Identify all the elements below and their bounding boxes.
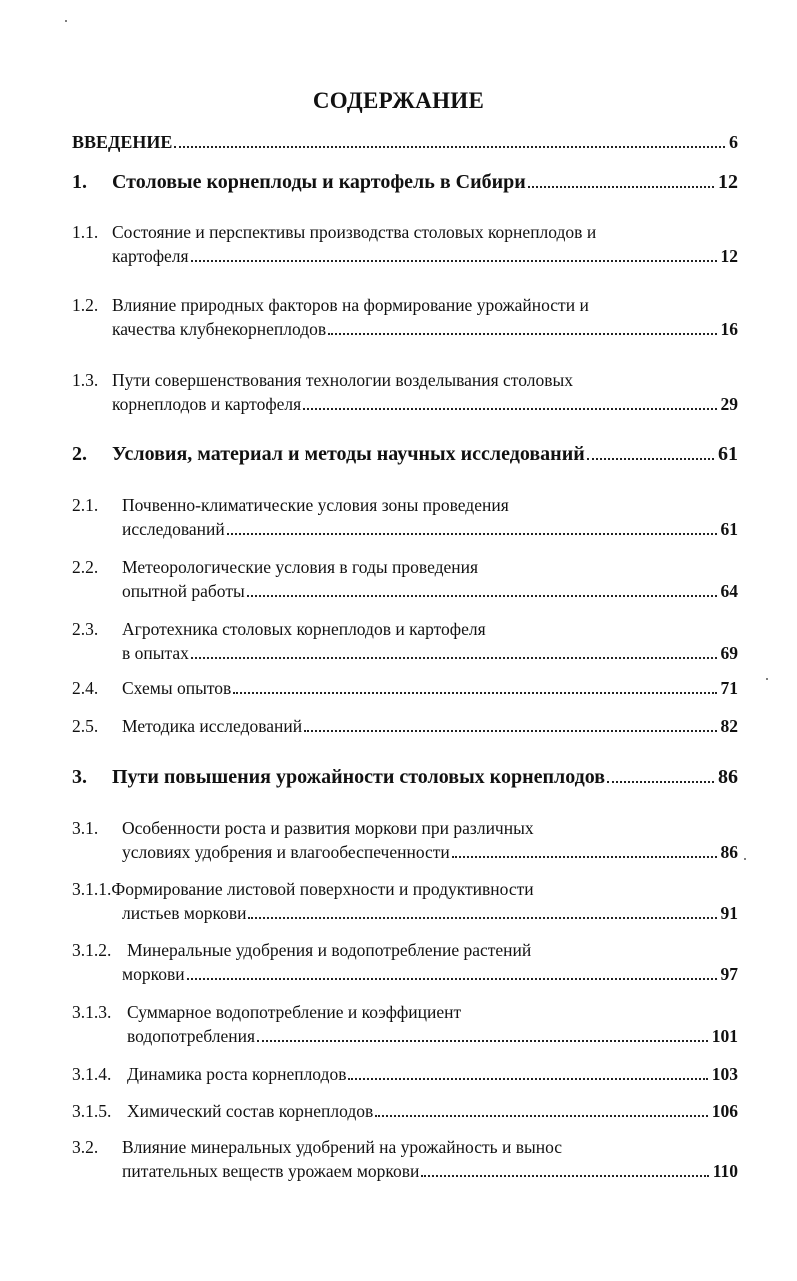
leader-dots: [248, 917, 716, 919]
toc-entry-title: Особенности роста и развития моркови при различных: [122, 818, 534, 838]
toc-chapter[interactable]: [72, 763, 738, 791]
toc-chapter[interactable]: [72, 440, 738, 468]
toc-entry-page: 106: [711, 1101, 738, 1121]
toc-entry-number: 3.: [72, 766, 87, 788]
toc-entry-page: 6: [729, 132, 738, 152]
toc-entry[interactable]: [72, 714, 738, 738]
toc-entry-page: 103: [711, 1064, 738, 1084]
toc-entry-title: Пути повышения урожайности столовых корнеплодов: [112, 766, 606, 788]
scan-speck: [766, 678, 768, 680]
leader-dots: [421, 1175, 708, 1177]
toc-entry[interactable]: [72, 1099, 738, 1123]
toc-entry-title: Динамика роста корнеплодов: [127, 1064, 347, 1084]
toc-entry[interactable]: [72, 1062, 738, 1086]
leader-dots: [257, 1040, 708, 1042]
toc-entry-title: Пути совершенствования технологии возделывания столовых: [112, 370, 573, 390]
toc-entry-number: 1.1.: [72, 222, 99, 242]
toc-entry[interactable]: [72, 816, 738, 864]
toc-entry-title: Влияние минеральных удобрений на урожайность и вынос: [122, 1137, 563, 1157]
toc-entry-title-cont: исследований: [122, 519, 225, 539]
toc-entry-page: 91: [720, 903, 738, 923]
toc-entry-page: 12: [718, 171, 738, 193]
toc-entry-title-cont: в опытах: [122, 643, 189, 663]
toc-entry-page: 29: [720, 394, 738, 414]
toc-entry-page: 82: [720, 716, 738, 736]
toc-entry-number: 3.1.5.: [72, 1101, 112, 1121]
toc-entry-page: 71: [720, 678, 738, 698]
toc-entry-page: 86: [720, 842, 738, 862]
toc-entry-page: 110: [712, 1161, 738, 1181]
toc-entry-title-cont: водопотребления: [127, 1026, 256, 1046]
toc-entry-number: 2.2.: [72, 557, 99, 577]
toc-entry[interactable]: [72, 220, 738, 268]
toc-entry-title: Состояние и перспективы производства столовых корнеплодов и: [112, 222, 597, 242]
toc-entry[interactable]: [72, 877, 738, 925]
toc-entry-title: Минеральные удобрения и водопотребление растений: [127, 940, 532, 960]
leader-dots: [233, 692, 716, 694]
leader-dots: [452, 856, 717, 858]
toc-entry-number: 3.1.1.: [72, 879, 112, 899]
leader-dots: [528, 186, 714, 188]
toc-entry[interactable]: [72, 368, 738, 416]
leader-dots: [187, 978, 717, 980]
toc-entry-title: Химический состав корнеплодов: [127, 1101, 374, 1121]
toc-entry-title: Методика исследований: [122, 716, 303, 736]
leader-dots: [304, 730, 716, 732]
leader-dots: [587, 458, 714, 460]
toc-entry-number: 1.3.: [72, 370, 99, 390]
toc-entry-number: 2.4.: [72, 678, 99, 698]
toc-entry[interactable]: [72, 676, 738, 700]
toc-entry-number: 2.3.: [72, 619, 99, 639]
toc-entry-page: 69: [720, 643, 738, 663]
toc-entry-number: 2.: [72, 443, 87, 465]
toc-entry-title: ВВЕДЕНИЕ: [72, 132, 173, 152]
scan-speck: [65, 20, 67, 22]
toc-entry-number: 2.5.: [72, 716, 99, 736]
toc-entry-title: Агротехника столовых корнеплодов и картофеля: [122, 619, 486, 639]
toc-entry-title-cont: картофеля: [112, 246, 189, 266]
toc-entry-number: 3.1.: [72, 818, 99, 838]
leader-dots: [227, 533, 717, 535]
toc-entry-page: 12: [720, 246, 738, 266]
toc-entry[interactable]: [72, 493, 738, 541]
leader-dots: [607, 781, 714, 783]
toc-entry-number: 1.2.: [72, 295, 99, 315]
leader-dots: [348, 1078, 707, 1080]
toc-entry-title-cont: питательных веществ урожаем моркови: [122, 1161, 420, 1181]
toc-entry[interactable]: [72, 130, 738, 154]
toc-entry-page: 61: [720, 519, 738, 539]
leader-dots: [303, 408, 716, 410]
leader-dots: [191, 657, 717, 659]
toc-entry-title-cont: опытной работы: [122, 581, 245, 601]
toc-entry-title-cont: корнеплодов и картофеля: [112, 394, 302, 414]
toc-entry-number: 1.: [72, 171, 87, 193]
toc-entry-title: Влияние природных факторов на формирование урожайности и: [112, 295, 589, 315]
leader-dots: [375, 1115, 707, 1117]
toc-entry-page: 97: [720, 964, 738, 984]
toc-entry[interactable]: [72, 617, 738, 665]
toc-entry-number: 3.1.3.: [72, 1002, 112, 1022]
toc-entry-title: Схемы опытов: [122, 678, 232, 698]
toc-entry-title: Суммарное водопотребление и коэффициент: [127, 1002, 462, 1022]
toc-entry-title-cont: моркови: [122, 964, 185, 984]
leader-dots: [174, 146, 725, 148]
toc-entry-number: 3.1.2.: [72, 940, 112, 960]
toc-entry-page: 64: [720, 581, 738, 601]
toc-entry-title-cont: листьев моркови: [122, 903, 247, 923]
toc-entry[interactable]: [72, 293, 738, 341]
toc-entry-page: 101: [711, 1026, 738, 1046]
toc-entry[interactable]: [72, 1135, 738, 1183]
toc-entry[interactable]: [72, 938, 738, 986]
toc-chapter[interactable]: [72, 168, 738, 196]
toc-entry-title: Условия, материал и методы научных исследований: [112, 443, 585, 465]
leader-dots: [247, 595, 717, 597]
toc-entry-title-cont: условиях удобрения и влагообеспеченности: [122, 842, 450, 862]
toc-entry-title: Формирование листовой поверхности и продуктивности: [111, 879, 534, 899]
toc-entry[interactable]: [72, 1000, 738, 1048]
toc-entry-page: 86: [718, 766, 738, 788]
toc-entry-page: 16: [720, 319, 738, 339]
toc-entry-title: Почвенно-климатические условия зоны проведения: [122, 495, 509, 515]
toc-entry[interactable]: [72, 555, 738, 603]
leader-dots: [191, 260, 717, 262]
leader-dots: [328, 333, 716, 335]
toc-entry-title: Метеорологические условия в годы проведения: [122, 557, 479, 577]
page-title: СОДЕРЖАНИЕ: [312, 88, 485, 113]
toc-entry-number: 3.2.: [72, 1137, 99, 1157]
scan-speck: [744, 858, 746, 860]
toc-entry-title: Столовые корнеплоды и картофель в Сибири: [112, 171, 526, 193]
toc-entry-number: 2.1.: [72, 495, 99, 515]
toc-entry-title-cont: качества клубнекорнеплодов: [112, 319, 327, 339]
toc-entry-page: 61: [718, 443, 738, 465]
toc-entry-number: 3.1.4.: [72, 1064, 112, 1084]
